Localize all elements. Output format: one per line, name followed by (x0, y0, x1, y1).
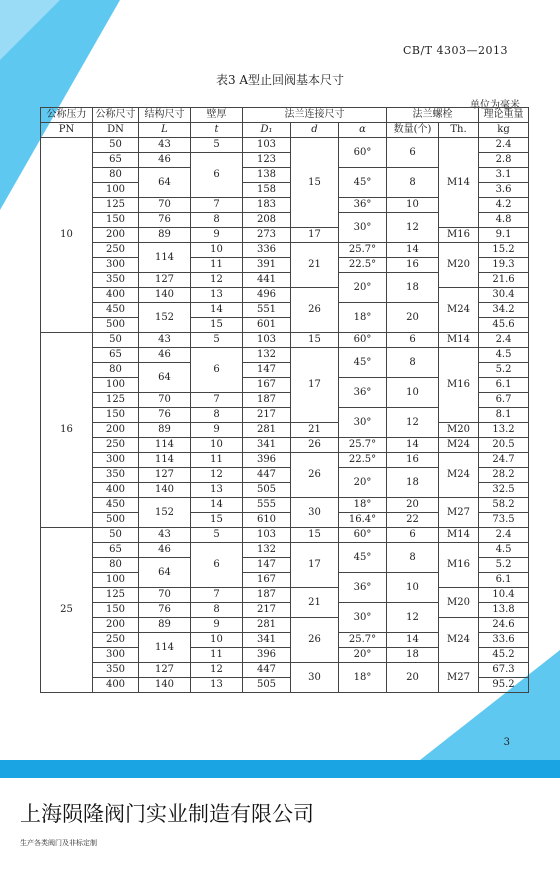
cell-l: 89 (139, 618, 191, 633)
cell-alpha: 60° (339, 138, 387, 168)
cell-qty: 10 (387, 378, 439, 408)
table-row (41, 663, 529, 678)
cell-dn: 65 (93, 348, 139, 363)
cell-kg: 2.4 (479, 138, 529, 153)
cell-kg: 45.6 (479, 318, 529, 333)
cell-kg: 5.2 (479, 363, 529, 378)
cell-t: 10 (191, 243, 243, 258)
col-header-flange-conn: 法兰连接尺寸 (243, 108, 387, 123)
cell-t: 14 (191, 498, 243, 513)
cell-kg: 15.2 (479, 243, 529, 258)
cell-kg: 67.3 (479, 663, 529, 678)
cell-qty: 12 (387, 213, 439, 243)
cell-d1: 610 (243, 513, 291, 528)
cell-kg: 8.1 (479, 408, 529, 423)
cell-d1: 103 (243, 528, 291, 543)
cell-alpha: 18° (339, 498, 387, 513)
cell-dn: 300 (93, 453, 139, 468)
cell-dn: 150 (93, 408, 139, 423)
cell-t: 15 (191, 513, 243, 528)
cell-kg: 95.2 (479, 678, 529, 693)
cell-t: 6 (191, 153, 243, 198)
cell-d1: 208 (243, 213, 291, 228)
cell-dn: 500 (93, 513, 139, 528)
cell-l: 76 (139, 213, 191, 228)
cell-kg: 19.3 (479, 258, 529, 273)
cell-l: 114 (139, 633, 191, 663)
cell-kg: 10.4 (479, 588, 529, 603)
cell-d1: 496 (243, 288, 291, 303)
cell-kg: 28.2 (479, 468, 529, 483)
cell-alpha: 36° (339, 573, 387, 603)
cell-t: 13 (191, 483, 243, 498)
cell-th: M20 (439, 588, 479, 618)
cell-qty: 8 (387, 348, 439, 378)
col-sub-qty: 数量(个) (387, 123, 439, 138)
col-sub-alpha: α (339, 123, 387, 138)
cell-th: M16 (439, 228, 479, 243)
cell-kg: 6.1 (479, 378, 529, 393)
cell-d1: 187 (243, 588, 291, 603)
cell-t: 8 (191, 213, 243, 228)
table-body (41, 138, 529, 693)
cell-d1: 138 (243, 168, 291, 183)
cell-dn: 125 (93, 198, 139, 213)
col-header-flange-bolt: 法兰螺栓 (387, 108, 479, 123)
table-row (41, 348, 529, 363)
cell-l: 127 (139, 468, 191, 483)
cell-dn: 400 (93, 483, 139, 498)
cell-d1: 447 (243, 468, 291, 483)
cell-alpha: 18° (339, 663, 387, 693)
cell-qty: 22 (387, 513, 439, 528)
cell-dn: 450 (93, 498, 139, 513)
cell-d1: 396 (243, 453, 291, 468)
cell-d1: 391 (243, 258, 291, 273)
table-row (41, 498, 529, 513)
cell-alpha: 30° (339, 213, 387, 243)
cell-qty: 10 (387, 198, 439, 213)
cell-pn: 25 (41, 528, 93, 693)
cell-dn: 350 (93, 468, 139, 483)
cell-d: 17 (291, 348, 339, 423)
cell-dn: 50 (93, 138, 139, 153)
cell-l: 70 (139, 198, 191, 213)
cell-dn: 50 (93, 528, 139, 543)
cell-qty: 18 (387, 468, 439, 498)
cell-l: 43 (139, 333, 191, 348)
footer-accent-bar (0, 760, 560, 778)
cell-t: 6 (191, 348, 243, 393)
cell-dn: 100 (93, 183, 139, 198)
dimension-table (40, 107, 529, 693)
cell-qty: 14 (387, 243, 439, 258)
cell-pn: 10 (41, 138, 93, 333)
cell-kg: 4.8 (479, 213, 529, 228)
cell-dn: 250 (93, 633, 139, 648)
table-row (41, 453, 529, 468)
cell-dn: 400 (93, 288, 139, 303)
col-header-dn: 公称尺寸 (93, 108, 139, 123)
cell-t: 11 (191, 453, 243, 468)
cell-d: 30 (291, 663, 339, 693)
cell-alpha: 36° (339, 198, 387, 213)
cell-dn: 150 (93, 213, 139, 228)
cell-d: 21 (291, 243, 339, 288)
cell-t: 7 (191, 393, 243, 408)
cell-l: 70 (139, 393, 191, 408)
cell-d: 21 (291, 423, 339, 438)
cell-qty: 14 (387, 438, 439, 453)
cell-pn: 16 (41, 333, 93, 528)
cell-alpha: 25.7° (339, 438, 387, 453)
cell-kg: 58.2 (479, 498, 529, 513)
cell-th: M27 (439, 498, 479, 528)
cell-kg: 4.2 (479, 198, 529, 213)
cell-kg: 5.2 (479, 558, 529, 573)
cell-d: 26 (291, 453, 339, 498)
cell-alpha: 45° (339, 168, 387, 198)
cell-kg: 32.5 (479, 483, 529, 498)
header-row-2 (41, 123, 529, 138)
col-header-pn: 公称压力 (41, 108, 93, 123)
cell-d1: 601 (243, 318, 291, 333)
cell-l: 70 (139, 588, 191, 603)
cell-d1: 505 (243, 483, 291, 498)
company-slogan: 生产各类阀门及非标定制 (20, 839, 97, 847)
cell-d1: 273 (243, 228, 291, 243)
table-row (41, 243, 529, 258)
cell-l: 114 (139, 438, 191, 453)
cell-th: M24 (439, 438, 479, 453)
table-row (41, 588, 529, 603)
cell-dn: 65 (93, 543, 139, 558)
col-sub-kg: kg (479, 123, 529, 138)
cell-dn: 350 (93, 273, 139, 288)
cell-qty: 12 (387, 603, 439, 633)
col-sub-d: d (291, 123, 339, 138)
cell-kg: 45.2 (479, 648, 529, 663)
table-row (41, 288, 529, 303)
cell-d: 21 (291, 588, 339, 618)
cell-l: 76 (139, 603, 191, 618)
cell-qty: 12 (387, 408, 439, 438)
cell-t: 9 (191, 423, 243, 438)
cell-d: 26 (291, 288, 339, 333)
cell-kg: 20.5 (479, 438, 529, 453)
col-header-weight: 理论重量 (479, 108, 529, 123)
cell-l: 64 (139, 558, 191, 588)
cell-d1: 132 (243, 543, 291, 558)
cell-l: 114 (139, 243, 191, 273)
cell-d1: 555 (243, 498, 291, 513)
cell-d: 30 (291, 498, 339, 528)
cell-alpha: 25.7° (339, 633, 387, 648)
cell-dn: 200 (93, 618, 139, 633)
cell-d1: 132 (243, 348, 291, 363)
cell-qty: 16 (387, 453, 439, 468)
cell-t: 10 (191, 633, 243, 648)
cell-th: M16 (439, 348, 479, 423)
cell-alpha: 45° (339, 348, 387, 378)
cell-kg: 73.5 (479, 513, 529, 528)
col-sub-pn: PN (41, 123, 93, 138)
cell-d1: 167 (243, 573, 291, 588)
cell-t: 5 (191, 138, 243, 153)
col-sub-l: L (139, 123, 191, 138)
cell-l: 46 (139, 543, 191, 558)
cell-t: 14 (191, 303, 243, 318)
cell-d1: 103 (243, 333, 291, 348)
cell-d1: 281 (243, 423, 291, 438)
table-row (41, 618, 529, 633)
cell-t: 15 (191, 318, 243, 333)
cell-l: 152 (139, 303, 191, 333)
cell-alpha: 60° (339, 528, 387, 543)
cell-l: 43 (139, 528, 191, 543)
cell-qty: 18 (387, 648, 439, 663)
cell-alpha: 16.4° (339, 513, 387, 528)
col-header-l: 结构尺寸 (139, 108, 191, 123)
cell-kg: 2.4 (479, 333, 529, 348)
table-row (41, 543, 529, 558)
cell-d1: 341 (243, 438, 291, 453)
cell-l: 140 (139, 483, 191, 498)
cell-d1: 447 (243, 663, 291, 678)
cell-t: 12 (191, 663, 243, 678)
cell-d: 15 (291, 333, 339, 348)
table-row (41, 228, 529, 243)
cell-t: 13 (191, 288, 243, 303)
col-sub-d1: D₁ (243, 123, 291, 138)
cell-l: 114 (139, 453, 191, 468)
cell-dn: 80 (93, 363, 139, 378)
cell-t: 11 (191, 648, 243, 663)
cell-l: 64 (139, 363, 191, 393)
cell-kg: 33.6 (479, 633, 529, 648)
cell-alpha: 18° (339, 303, 387, 333)
cell-dn: 500 (93, 318, 139, 333)
cell-th: M16 (439, 543, 479, 588)
cell-kg: 3.6 (479, 183, 529, 198)
cell-kg: 2.4 (479, 528, 529, 543)
cell-th: M24 (439, 618, 479, 663)
header-row-1 (41, 108, 529, 123)
cell-t: 7 (191, 198, 243, 213)
cell-alpha: 30° (339, 603, 387, 633)
cell-qty: 20 (387, 663, 439, 693)
cell-l: 76 (139, 408, 191, 423)
cell-kg: 2.8 (479, 153, 529, 168)
col-sub-t: t (191, 123, 243, 138)
cell-th: M24 (439, 288, 479, 333)
cell-qty: 6 (387, 138, 439, 168)
cell-d1: 158 (243, 183, 291, 198)
cell-th: M14 (439, 333, 479, 348)
cell-d: 17 (291, 543, 339, 588)
table-row (41, 423, 529, 438)
cell-t: 10 (191, 438, 243, 453)
cell-kg: 13.8 (479, 603, 529, 618)
cell-qty: 20 (387, 498, 439, 513)
cell-t: 7 (191, 588, 243, 603)
company-name: 上海陨隆阀门实业制造有限公司 (20, 802, 314, 826)
cell-th: M14 (439, 138, 479, 228)
cell-d1: 396 (243, 648, 291, 663)
cell-alpha: 20° (339, 648, 387, 663)
cell-t: 6 (191, 543, 243, 588)
cell-kg: 30.4 (479, 288, 529, 303)
cell-kg: 24.6 (479, 618, 529, 633)
table-title: 表3 A型止回阀基本尺寸 (215, 73, 345, 87)
cell-t: 5 (191, 528, 243, 543)
cell-d: 17 (291, 228, 339, 243)
cell-d1: 281 (243, 618, 291, 633)
cell-kg: 34.2 (479, 303, 529, 318)
cell-qty: 8 (387, 543, 439, 573)
unit-note: 单位为毫米 (470, 100, 520, 111)
cell-th: M20 (439, 243, 479, 288)
cell-kg: 9.1 (479, 228, 529, 243)
cell-alpha: 22.5° (339, 453, 387, 468)
cell-th: M24 (439, 453, 479, 498)
cell-l: 140 (139, 288, 191, 303)
cell-dn: 125 (93, 588, 139, 603)
col-sub-dn: DN (93, 123, 139, 138)
cell-d1: 551 (243, 303, 291, 318)
cell-kg: 4.5 (479, 543, 529, 558)
cell-dn: 125 (93, 393, 139, 408)
decor-triangle-top-left-light (0, 0, 60, 60)
cell-t: 12 (191, 468, 243, 483)
cell-l: 46 (139, 153, 191, 168)
cell-d: 15 (291, 138, 339, 228)
cell-th: M27 (439, 663, 479, 693)
cell-kg: 6.1 (479, 573, 529, 588)
cell-dn: 100 (93, 378, 139, 393)
cell-alpha: 20° (339, 273, 387, 303)
cell-qty: 10 (387, 573, 439, 603)
cell-qty: 14 (387, 633, 439, 648)
cell-alpha: 36° (339, 378, 387, 408)
cell-l: 127 (139, 663, 191, 678)
cell-t: 8 (191, 408, 243, 423)
cell-l: 43 (139, 138, 191, 153)
cell-th: M20 (439, 423, 479, 438)
cell-d1: 167 (243, 378, 291, 393)
cell-l: 64 (139, 168, 191, 198)
cell-dn: 300 (93, 648, 139, 663)
cell-qty: 20 (387, 303, 439, 333)
cell-kg: 6.7 (479, 393, 529, 408)
standard-number: CB/T 4303—2013 (402, 44, 508, 57)
cell-d1: 187 (243, 393, 291, 408)
col-sub-th: Th. (439, 123, 479, 138)
cell-l: 152 (139, 498, 191, 528)
cell-t: 9 (191, 618, 243, 633)
cell-dn: 80 (93, 168, 139, 183)
cell-t: 8 (191, 603, 243, 618)
cell-dn: 150 (93, 603, 139, 618)
cell-d1: 217 (243, 603, 291, 618)
cell-d: 26 (291, 618, 339, 663)
cell-l: 46 (139, 348, 191, 363)
cell-kg: 4.5 (479, 348, 529, 363)
cell-qty: 18 (387, 273, 439, 303)
cell-dn: 300 (93, 258, 139, 273)
cell-alpha: 25.7° (339, 243, 387, 258)
cell-dn: 450 (93, 303, 139, 318)
table-row (41, 528, 529, 543)
cell-d: 26 (291, 438, 339, 453)
cell-dn: 250 (93, 243, 139, 258)
cell-kg: 24.7 (479, 453, 529, 468)
cell-l: 89 (139, 228, 191, 243)
cell-l: 127 (139, 273, 191, 288)
cell-kg: 21.6 (479, 273, 529, 288)
cell-alpha: 22.5° (339, 258, 387, 273)
cell-dn: 100 (93, 573, 139, 588)
cell-d1: 341 (243, 633, 291, 648)
cell-d1: 147 (243, 363, 291, 378)
cell-t: 13 (191, 678, 243, 693)
cell-dn: 250 (93, 438, 139, 453)
cell-qty: 8 (387, 168, 439, 198)
cell-alpha: 45° (339, 543, 387, 573)
cell-d1: 505 (243, 678, 291, 693)
cell-t: 11 (191, 258, 243, 273)
cell-d1: 217 (243, 408, 291, 423)
table-row (41, 138, 529, 153)
cell-kg: 3.1 (479, 168, 529, 183)
cell-dn: 200 (93, 228, 139, 243)
cell-alpha: 20° (339, 468, 387, 498)
cell-d1: 441 (243, 273, 291, 288)
cell-dn: 400 (93, 678, 139, 693)
cell-qty: 16 (387, 258, 439, 273)
cell-t: 12 (191, 273, 243, 288)
cell-kg: 13.2 (479, 423, 529, 438)
cell-alpha: 60° (339, 333, 387, 348)
cell-d1: 336 (243, 243, 291, 258)
cell-alpha: 30° (339, 408, 387, 438)
cell-qty: 6 (387, 528, 439, 543)
cell-l: 140 (139, 678, 191, 693)
cell-dn: 350 (93, 663, 139, 678)
cell-d1: 103 (243, 138, 291, 153)
cell-dn: 200 (93, 423, 139, 438)
cell-dn: 50 (93, 333, 139, 348)
cell-t: 5 (191, 333, 243, 348)
cell-l: 89 (139, 423, 191, 438)
table-row (41, 438, 529, 453)
cell-d1: 147 (243, 558, 291, 573)
cell-th: M14 (439, 528, 479, 543)
cell-d1: 123 (243, 153, 291, 168)
cell-dn: 65 (93, 153, 139, 168)
cell-d: 15 (291, 528, 339, 543)
table-row (41, 333, 529, 348)
cell-qty: 6 (387, 333, 439, 348)
cell-dn: 80 (93, 558, 139, 573)
cell-d1: 183 (243, 198, 291, 213)
cell-t: 9 (191, 228, 243, 243)
col-header-t: 壁厚 (191, 108, 243, 123)
page-number: 3 (503, 737, 510, 748)
